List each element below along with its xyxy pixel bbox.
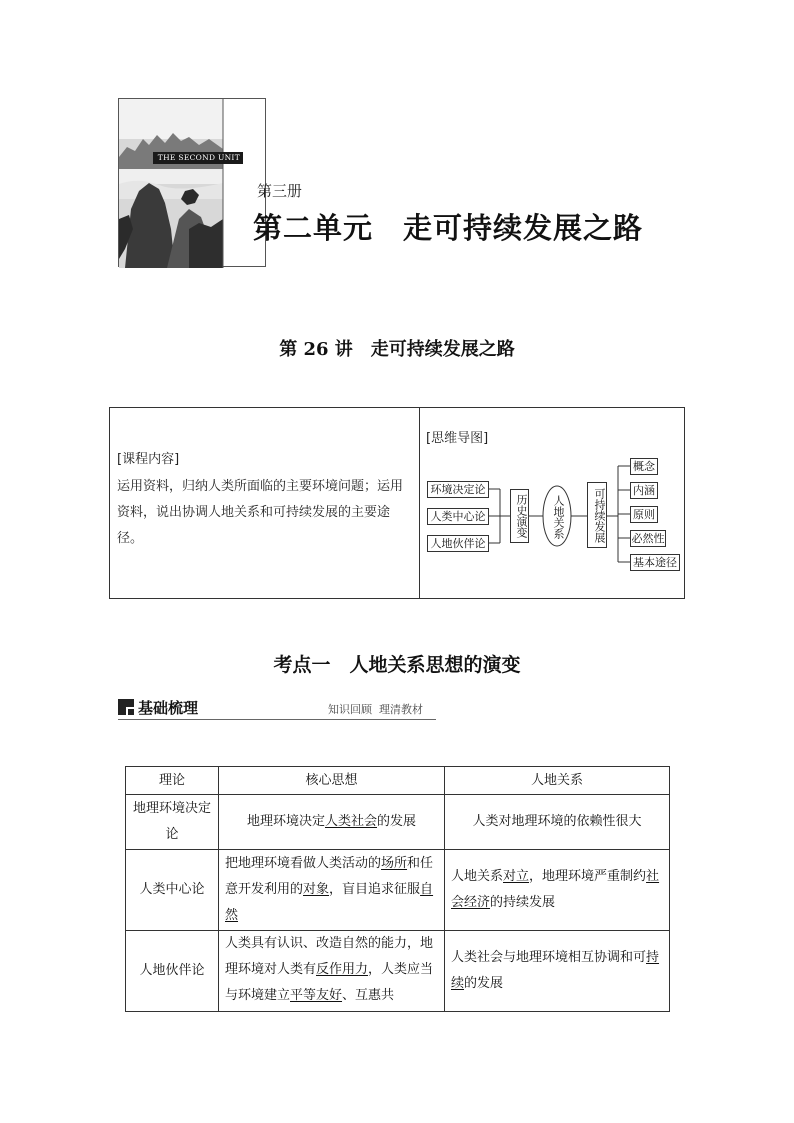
mind-map-branch: 内涵 (630, 482, 658, 499)
relation-cell (445, 931, 670, 1012)
theory-name: 人地伙伴论 (139, 963, 205, 978)
table-header: 核心思想 (219, 767, 445, 795)
mind-map-branch: 原则 (630, 506, 658, 523)
cell-text: 人类社会与地理环境相互协调和可 (451, 950, 647, 965)
idea-cell (219, 795, 445, 850)
cell-text: 人地关系 (451, 869, 504, 884)
mind-map-branch: 必然性 (631, 532, 665, 545)
mind-map-history: 历史演变 (510, 489, 529, 543)
table-row (126, 795, 670, 850)
cell-text: 的持续发展 (490, 895, 556, 910)
table-header: 人地关系 (445, 767, 670, 795)
course-content-text: 运用资料，归纳人类所面临的主要环境问题；运用资料，说出协调人地关系和可持续发展的主要途径。 (117, 479, 404, 546)
cell-text: ，盲目追求征服 (329, 882, 421, 897)
mind-map-branch: 概念 (630, 458, 658, 475)
relation-cell (445, 850, 670, 931)
theory-cell (126, 931, 219, 1012)
cell-text: 和任意开发利用的 (225, 856, 434, 897)
underlined-answer: 人类社会 (324, 814, 377, 829)
cell-text: 人类具有认识、改造自然的能力，地理环境对人类有 (225, 936, 434, 977)
underlined-answer: 对象 (303, 882, 330, 897)
table-row (126, 931, 670, 1012)
cell-text: 人类对地理环境的依赖性很大 (472, 814, 642, 829)
cell-text: 把地理环境看做人类活动的 (225, 856, 382, 871)
underlined-answer: 持续 (451, 950, 660, 991)
theory-name: 地理环境决定论 (132, 801, 211, 842)
course-content-label: [课程内容] (117, 452, 180, 467)
underlined-answer: 自然 (225, 882, 434, 923)
basic-review-subtitle: 知识回顾 理清教材 (328, 703, 423, 716)
relation-cell (445, 795, 670, 850)
underlined-answer: 场所 (381, 856, 408, 871)
basic-review-label: 基础梳理 (138, 699, 199, 717)
underlined-answer: 反作用力 (316, 962, 369, 977)
table-header-row (126, 767, 670, 795)
theory-cell (126, 795, 219, 850)
cell-text: 地理环境决定 (246, 814, 325, 829)
mind-map-center: 人地关系 (552, 495, 565, 539)
cell-text: ，人类应当与环境建立 (225, 962, 434, 1003)
lecture-title: 第 26 讲 走可持续发展之路 (279, 339, 515, 360)
basic-review-underline (118, 719, 436, 720)
mind-map-label: [思维导图] (426, 431, 489, 446)
underlined-answer: 对立 (503, 869, 530, 884)
volume-label: 第三册 (257, 182, 303, 200)
unit-title: 第二单元 走可持续发展之路 (253, 211, 644, 245)
table-header: 理论 (126, 767, 219, 795)
mind-map-theory: 人类中心论 (427, 508, 489, 525)
idea-cell (219, 931, 445, 1012)
image-caption: THE SECOND UNIT (153, 152, 243, 164)
section-title: 考点一 人地关系思想的演变 (273, 654, 521, 676)
idea-cell (219, 850, 445, 931)
mind-map-theory: 环境决定论 (427, 481, 489, 498)
mind-map-branch: 基本途径 (630, 554, 680, 571)
table-row (126, 850, 670, 931)
section-square-icon (118, 699, 134, 715)
theory-table (125, 766, 670, 1012)
cell-text: ，地理环境严重制约 (529, 869, 647, 884)
cell-text: 的发展 (464, 976, 504, 991)
underlined-answer: 社会经济 (451, 869, 660, 910)
cell-text: 、互惠共 (342, 988, 395, 1003)
mind-map-theory: 人地伙伴论 (427, 535, 489, 552)
theory-name: 人类中心论 (139, 882, 205, 897)
cell-text: 的发展 (377, 814, 417, 829)
theory-cell (126, 850, 219, 931)
underlined-answer: 平等友好 (290, 988, 343, 1003)
mind-map-sustain: 可持续发展 (587, 482, 607, 548)
